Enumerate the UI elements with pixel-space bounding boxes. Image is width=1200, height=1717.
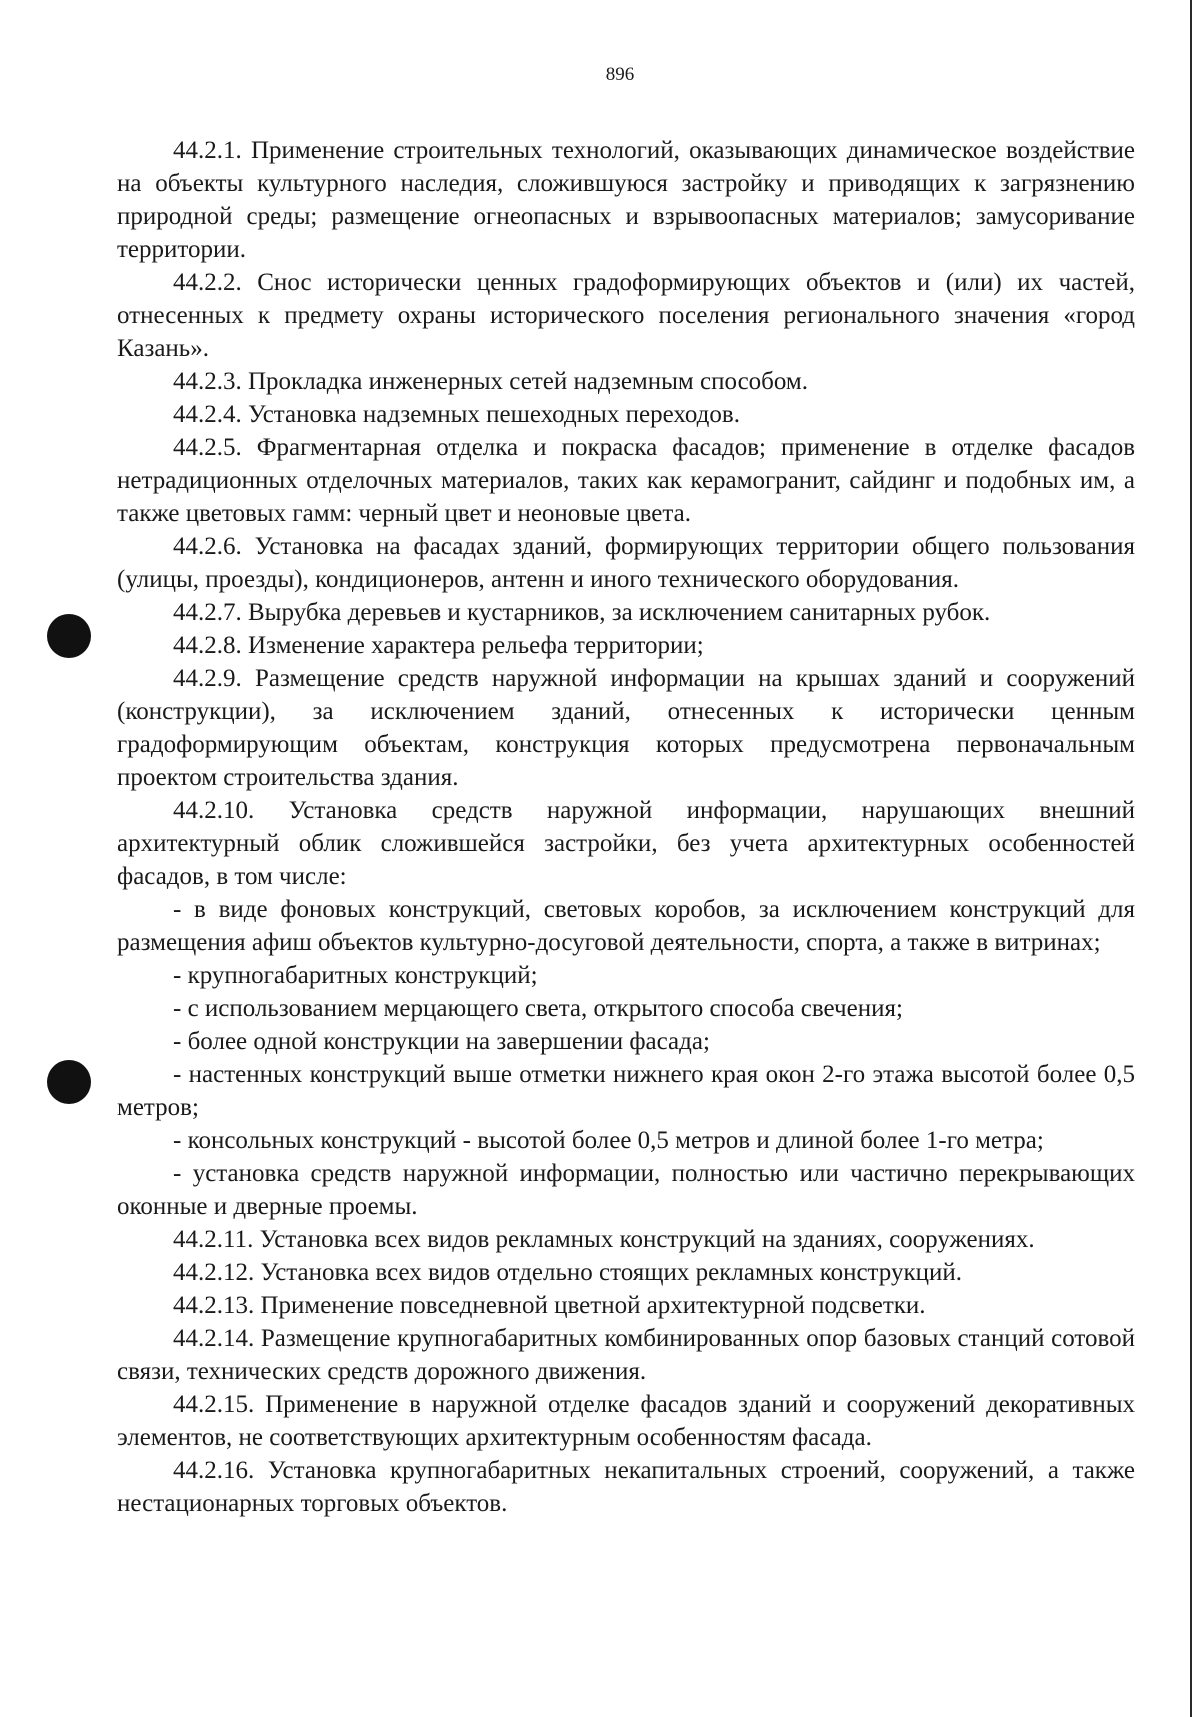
punch-hole-upper [47,614,91,658]
paragraph: 44.2.12. Установка всех видов отдельно стоящих рекламных конструкций. [173,1259,962,1286]
paragraph: 44.2.1. Применение строительных технологий, оказывающих динамическое воздействие на объекты культурного наследия, сложившуюся застройку и приводящих к загрязнению природной среды; размещение огнеопасных и взрывоопасных материалов; замусоривание территории. [117,137,1135,263]
paragraph: 44.2.7. Вырубка деревьев и кустарников, за исключением санитарных рубок. [173,599,991,626]
paragraph: 44.2.13. Применение повседневной цветной архитектурной подсветки. [173,1292,926,1319]
paragraph: 44.2.11. Установка всех видов рекламных конструкций на зданиях, сооружениях. [173,1226,1035,1253]
scan-edge-line [1190,0,1192,1717]
paragraph: 44.2.14. Размещение крупногабаритных комбинированных опор базовых станций сотовой связи, технических средств дорожного движения. [117,1325,1135,1385]
list-item: - крупногабаритных конструкций; [173,962,538,989]
document-body [117,134,1135,1520]
list-item: - установка средств наружной информации, полностью или частично перекрывающих оконные и дверные проемы. [117,1160,1135,1220]
paragraph: 44.2.5. Фрагментарная отделка и покраска фасадов; применение в отделке фасадов нетрадиционных отделочных материалов, таких как керамогранит, сайдинг и подобных им, а также цветовых гамм: черный цвет и неоновые цвета. [117,434,1135,527]
list-item: - с использованием мерцающего света, открытого способа свечения; [173,995,903,1022]
list-item: - консольных конструкций - высотой более 0,5 метров и длиной более 1-го метра; [173,1127,1044,1154]
paragraph: 44.2.2. Снос исторически ценных градоформирующих объектов и (или) их частей, отнесенных к предмету охраны исторического поселения регионального значения «город Казань». [117,269,1135,362]
paragraph: 44.2.4. Установка надземных пешеходных переходов. [173,401,740,428]
paragraph: 44.2.6. Установка на фасадах зданий, формирующих территории общего пользования (улицы, проезды), кондиционеров, антенн и иного технического оборудования. [117,533,1135,593]
paragraph: 44.2.16. Установка крупногабаритных некапитальных строений, сооружений, а также нестационарных торговых объектов. [117,1457,1135,1517]
paragraph: 44.2.9. Размещение средств наружной информации на крышах зданий и сооружений (конструкции), за исключением зданий, отнесенных к исторически ценным градоформирующим объектам, конструкция которых предусмотрена первоначальным проектом строительства здания. [117,665,1135,791]
list-item: - более одной конструкции на завершении фасада; [173,1028,710,1055]
page-number: 896 [605,64,635,85]
punch-hole-lower [47,1060,91,1104]
paragraph: 44.2.15. Применение в наружной отделке фасадов зданий и сооружений декоративных элементов, не соответствующих архитектурным особенностям фасада. [117,1391,1135,1451]
paragraph: 44.2.10. Установка средств наружной информации, нарушающих внешний архитектурный облик сложившейся застройки, без учета архитектурных особенностей фасадов, в том числе: [117,797,1135,890]
list-item: - настенных конструкций выше отметки нижнего края окон 2-го этажа высотой более 0,5 метров; [117,1061,1135,1121]
paragraph: 44.2.8. Изменение характера рельефа территории; [173,632,704,659]
paragraph: 44.2.3. Прокладка инженерных сетей надземным способом. [173,368,808,395]
list-item: - в виде фоновых конструкций, световых коробов, за исключением конструкций для размещения афиш объектов культурно-досуговой деятельности, спорта, а также в витринах; [117,896,1135,956]
